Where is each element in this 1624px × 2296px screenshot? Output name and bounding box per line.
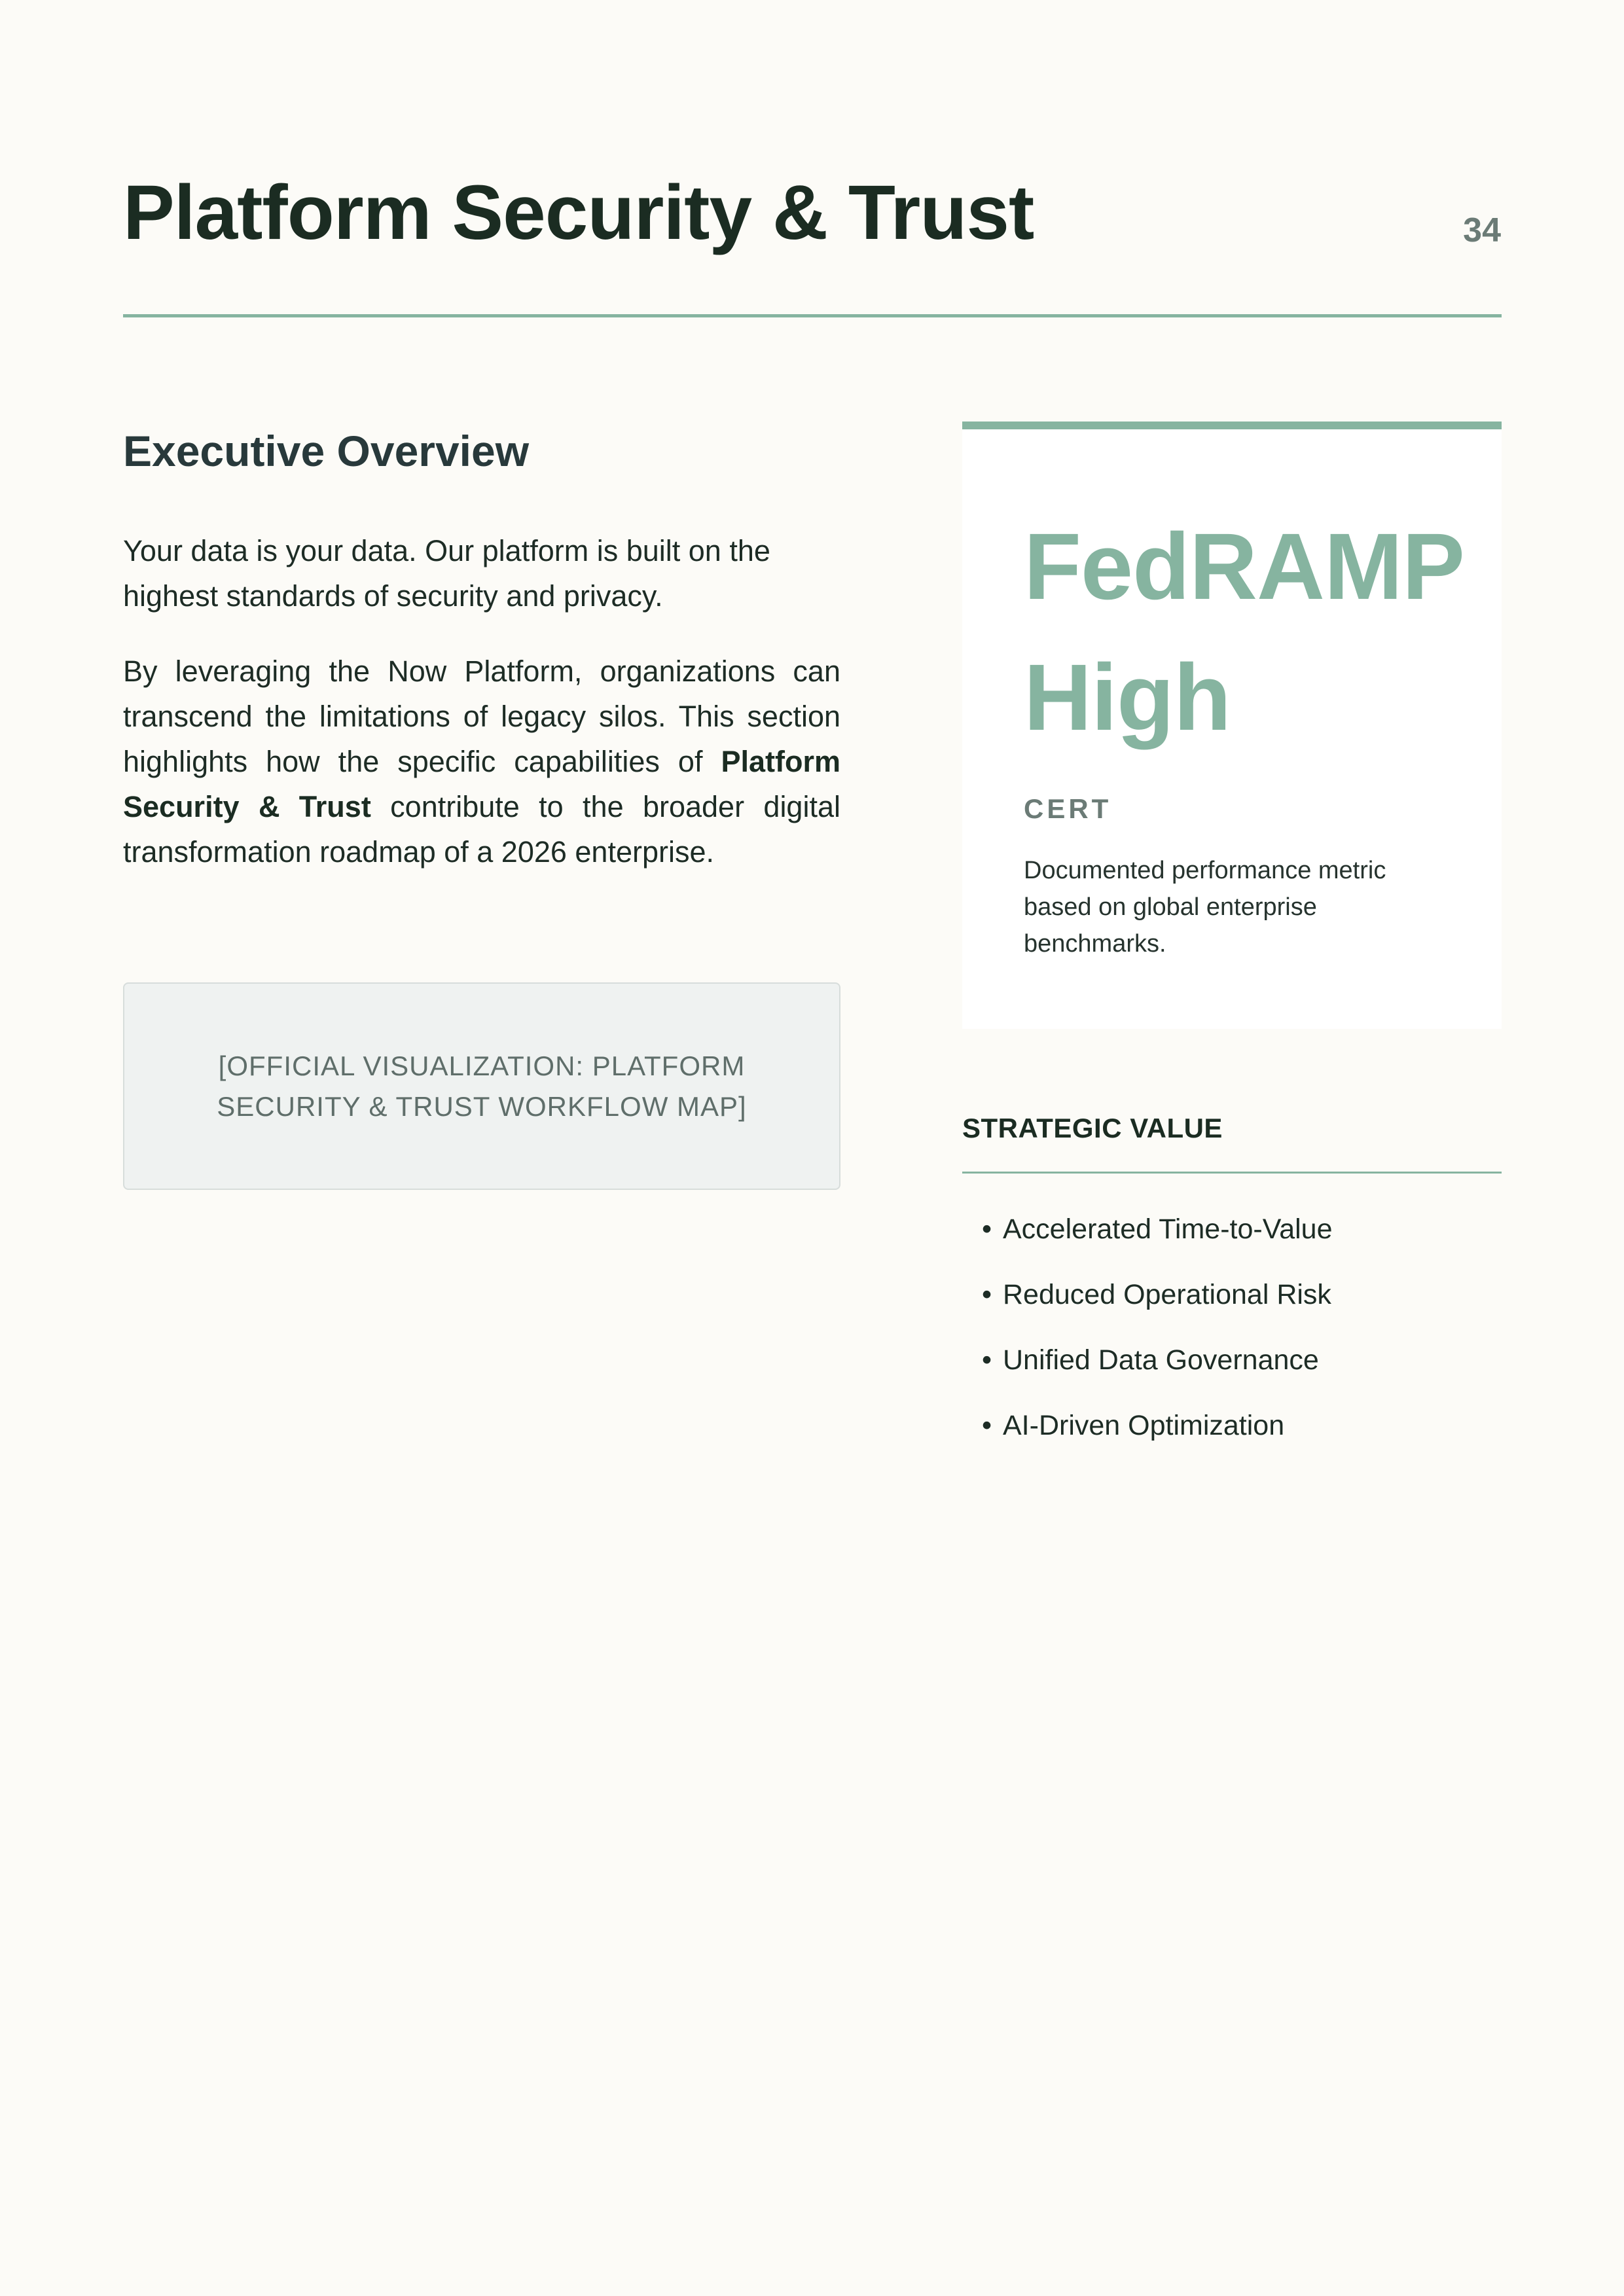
stat-label: CERT (1024, 793, 1112, 824)
stat-value-line2: High (1024, 645, 1231, 750)
bullet-icon: • (982, 1213, 992, 1245)
list-item (962, 1406, 1502, 1445)
section-heading: Executive Overview (123, 427, 530, 475)
bullet-icon: • (982, 1279, 992, 1310)
list-item (962, 1275, 1502, 1314)
body-paragraph (123, 649, 840, 874)
intro-paragraph: Your data is your data. Our platform is built on the highest standards of security and privacy. (123, 534, 770, 613)
visualization-placeholder (123, 982, 840, 1190)
list-item-label: AI-Driven Optimization (1003, 1410, 1285, 1441)
bullet-icon: • (982, 1410, 992, 1441)
body-text-end: contribute to the broader digital transformation roadmap of a 2026 enterprise. (123, 790, 840, 869)
strategic-value-divider (962, 1172, 1502, 1174)
visualization-label: [OFFICIAL VISUALIZATION: PLATFORM SECURITY & TRUST WORKFLOW MAP] (217, 1050, 747, 1122)
list-item (962, 1340, 1502, 1380)
executive-overview-section (123, 425, 840, 874)
strategic-value-list (962, 1210, 1502, 1471)
list-item (962, 1210, 1502, 1249)
body-text-start: By leveraging the Now Platform, organizations can transcend the limitations of legacy silos. This section highlights how the specific capabilities of (123, 655, 840, 779)
body-emphasis: Platform Security & Trust (123, 745, 840, 824)
strategic-value-heading: STRATEGIC VALUE (962, 1113, 1223, 1143)
page-title: Platform Security & Trust (123, 170, 1034, 256)
list-item-label: Accelerated Time-to-Value (1003, 1213, 1333, 1245)
list-item-label: Unified Data Governance (1003, 1344, 1319, 1376)
stat-card (962, 422, 1502, 1029)
stat-value-line1: FedRAMP (1024, 514, 1464, 619)
bullet-icon: • (982, 1344, 992, 1376)
header-divider (123, 314, 1502, 317)
page-number: 34 (1463, 211, 1501, 249)
stat-description: Documented performance metric based on global enterprise benchmarks. (1024, 857, 1386, 958)
list-item-label: Reduced Operational Risk (1003, 1279, 1331, 1310)
